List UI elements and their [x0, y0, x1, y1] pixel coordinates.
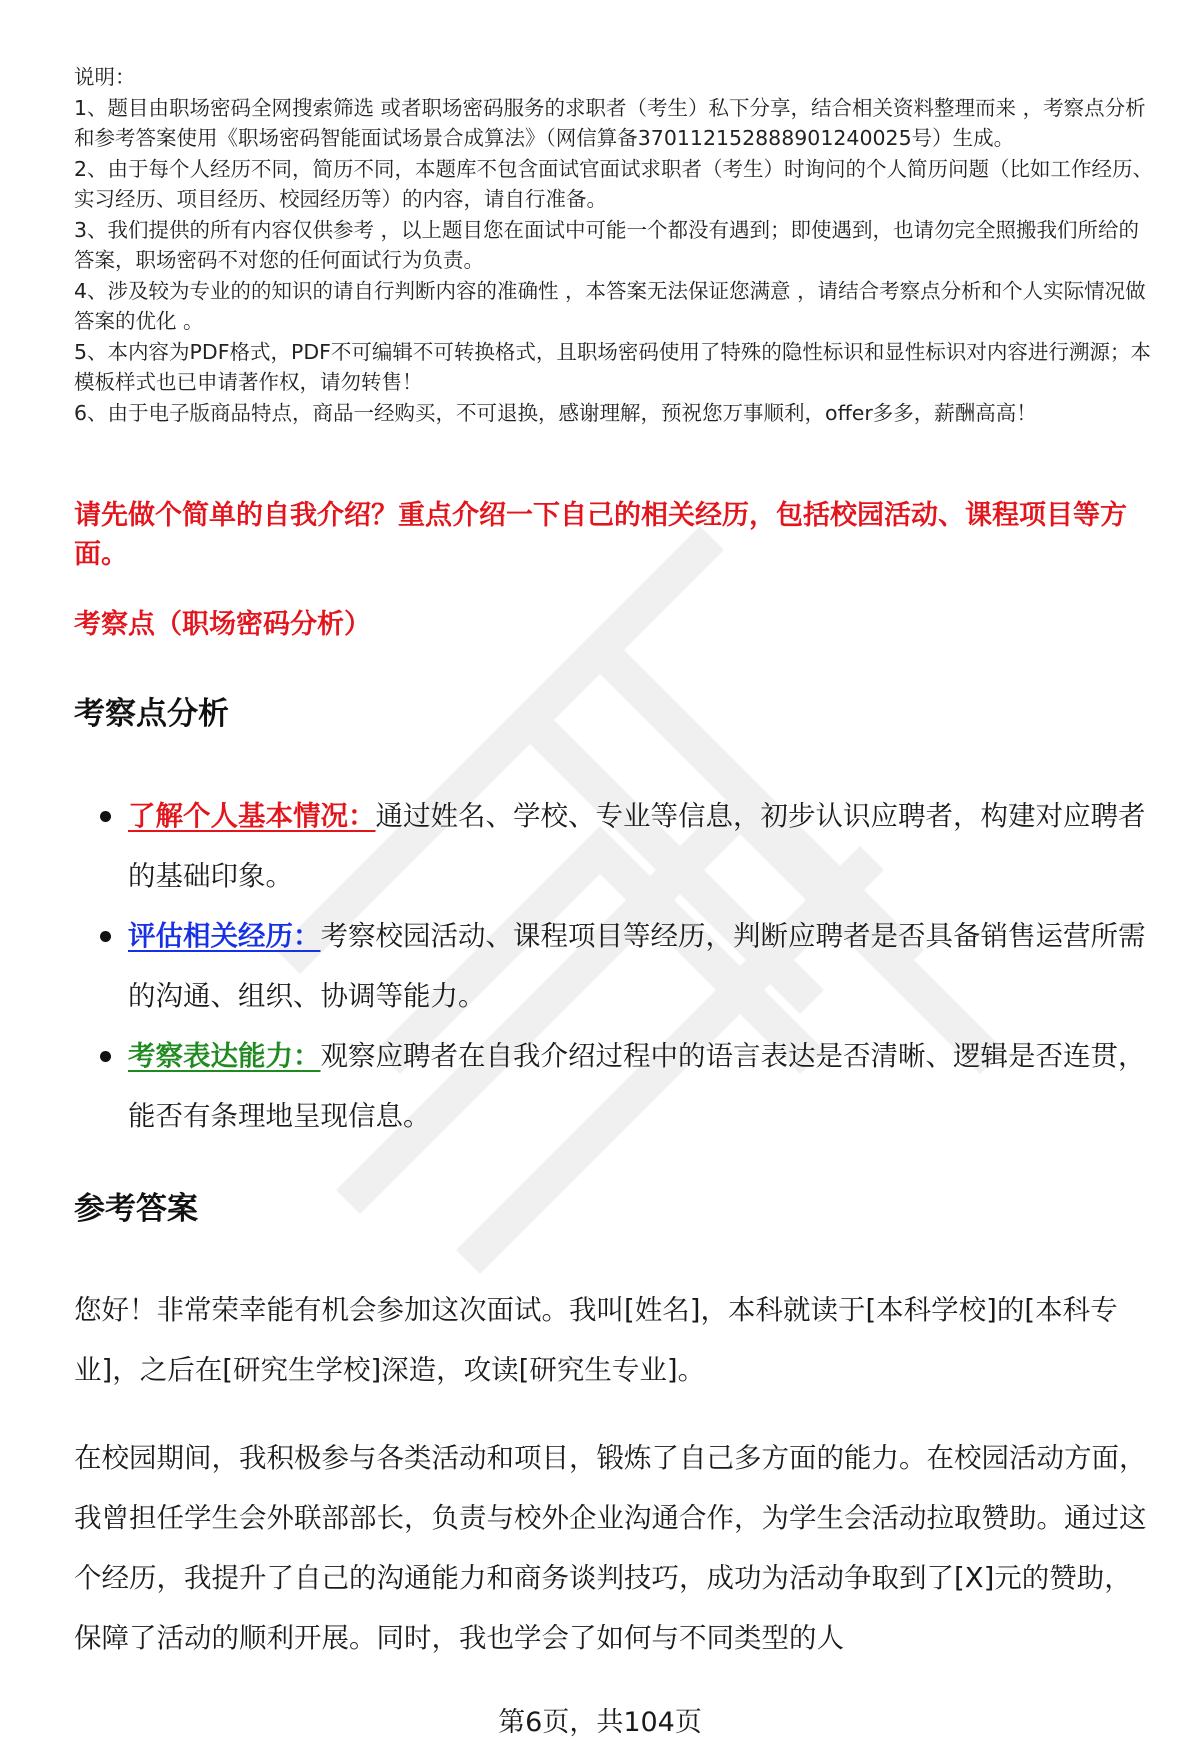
analysis-point-text: 通过姓名、学校、专业等信息，初步认识应聘者，构建对应聘者的基础印象。 [128, 800, 1146, 892]
analysis-heading: 考察点分析 [74, 696, 229, 732]
answer-body [74, 1280, 1154, 1696]
analysis-point-text: 观察应聘者在自我介绍过程中的语言表达是否清晰、逻辑是否连贯，能否有条理地呈现信息。 [128, 1040, 1146, 1132]
page-number: 第6页，共104页 [498, 1707, 702, 1738]
analysis-point-key: 考察表达能力： [128, 1040, 321, 1072]
notice-item-2: 2、由于每个人经历不同，简历不同，本题库不包含面试官面试求职者（考生）时询问的个人简历问题（比如工作经历、实习经历、项目经历、校园经历等）的内容，请自行准备。 [74, 156, 1154, 211]
analysis-points-list [74, 786, 1154, 1146]
analysis-point [74, 786, 1154, 906]
interview-question: 请先做个简单的自我介绍？重点介绍一下自己的相关经历，包括校园活动、课程项目等方面。 [74, 500, 1127, 570]
notice-section [74, 62, 1154, 428]
analysis-point-text: 考察校园活动、课程项目等经历，判断应聘者是否具备销售运营所需的沟通、组织、协调等能力。 [128, 920, 1146, 1012]
notice-title: 说明： [74, 65, 136, 89]
bullet-icon [100, 1051, 111, 1062]
answer-paragraph: 在校园期间，我积极参与各类活动和项目，锻炼了自己多方面的能力。在校园活动方面，我曾担任学生会外联部部长，负责与校外企业沟通合作，为学生会活动拉取赞助。通过这个经历，我提升了自己的沟通能力和商务谈判技巧，成功为活动争取到了[X]元的赞助，保障了活动的顺利开展。同时，我也学会了如何与不同类型的人 [74, 1442, 1147, 1654]
bullet-icon [100, 811, 111, 822]
answer-paragraph: 您好！非常荣幸能有机会参加这次面试。我叫[姓名]，本科就读于[本科学校]的[本科专业]，之后在[研究生学校]深造，攻读[研究生专业]。 [74, 1294, 1118, 1386]
bullet-icon [100, 931, 111, 942]
analysis-point-key: 了解个人基本情况： [128, 800, 376, 832]
notice-item-3: 3、我们提供的所有内容仅供参考 ，以上题目您在面试中可能一个都没有遇到；即使遇到，也请勿完全照搬我们所给的答案，职场密码不对您的任何面试行为负责。 [74, 217, 1140, 272]
exam-point-label: 考察点（职场密码分析） [74, 609, 371, 640]
analysis-point-key: 评估相关经历： [128, 920, 321, 952]
notice-item-4: 4、涉及较为专业的的知识的请自行判断内容的准确性 ，本答案无法保证您满意 ，请结合考察点分析和个人实际情况做答案的优化 。 [74, 278, 1146, 333]
answer-heading: 参考答案 [74, 1191, 198, 1227]
notice-item-1: 1、题目由职场密码全网搜索筛选 或者职场密码服务的求职者（考生）私下分享，结合相关资料整理而来 ，考察点分析和参考答案使用《职场密码智能面试场景合成算法》（网信算备370112152888901240025号）生成。 [74, 95, 1146, 150]
analysis-point [74, 906, 1154, 1026]
notice-item-5: 5、本内容为PDF格式，PDF不可编辑不可转换格式，且职场密码使用了特殊的隐性标识和显性标识对内容进行溯源；本模板样式也已申请著作权，请勿转售！ [74, 339, 1151, 394]
analysis-point [74, 1026, 1154, 1146]
notice-item-6: 6、由于电子版商品特点，商品一经购买，不可退换，感谢理解，预祝您万事顺利，offer多多，薪酬高高！ [74, 400, 1037, 425]
